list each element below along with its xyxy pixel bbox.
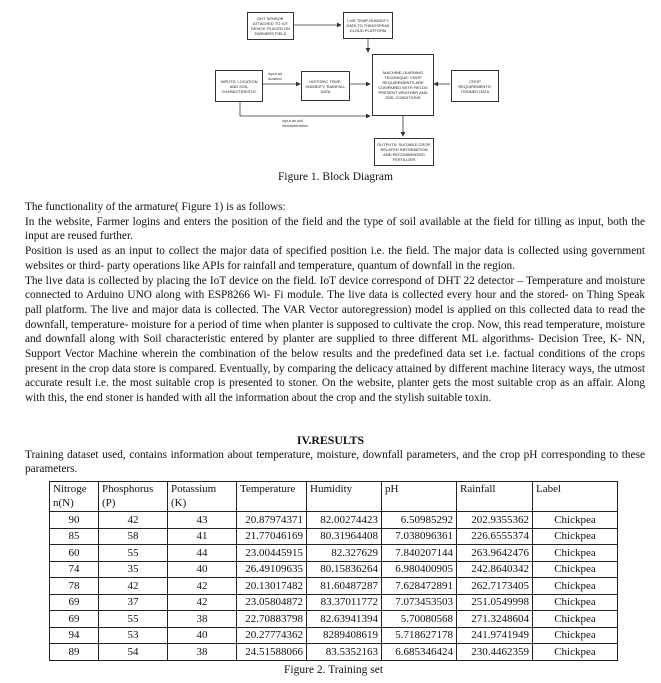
table-cell: 242.8640342 [457, 561, 533, 578]
table-cell: 22.70883798 [237, 611, 307, 628]
table-cell: 5.718627178 [382, 627, 457, 644]
table-cell: 20.13017482 [237, 578, 307, 595]
table-cell: 23.00445915 [237, 545, 307, 562]
crop-requirements-label: CROP REQUIREMENTS: TRAINED DATA [458, 78, 492, 94]
results-intro: Training dataset used, contains information about temperature, moisture, downfall parameters, and the crop pH corresponding to these parameters. [25, 449, 645, 475]
outputs-block [374, 138, 434, 166]
table-cell: 83.37011772 [307, 594, 382, 611]
table-cell: 42 [168, 578, 237, 595]
table-cell: 24.51588066 [237, 644, 307, 661]
table-cell: 55 [99, 611, 168, 628]
table-cell: 251.0549998 [457, 594, 533, 611]
table-cell: 85 [50, 528, 99, 545]
col-header: Potassium (K) [168, 482, 237, 512]
table-cell: 82.63941394 [307, 611, 382, 628]
outputs-label: OUTPUTS: SUITABLE CROP, RELATED INFORMATION AND RECOMMENDED FERTILIZER [377, 142, 431, 162]
table-cell: 35 [99, 561, 168, 578]
paragraph-2: Position is used as an input to collect the major data of specified position i.e. the field. The major data is collected using government websites or third- party operations like APIs for rainfall and temperature, quantum of downfall in the region. [25, 245, 645, 272]
table-row [50, 528, 618, 545]
table-cell: 78 [50, 578, 99, 595]
figure1-caption: Figure 1. Block Diagram [278, 171, 393, 183]
table-cell: 80.31964408 [307, 528, 382, 545]
table-cell: 90 [50, 512, 99, 529]
table-row [50, 512, 618, 529]
table-cell: 23.05804872 [237, 594, 307, 611]
table-cell: 69 [50, 594, 99, 611]
ml-block [372, 54, 434, 116]
table-cell: 20.27774362 [237, 627, 307, 644]
table-cell: 82.327629 [307, 545, 382, 562]
table-cell: 7.038096361 [382, 528, 457, 545]
ml-label: MACHINE LEARNING TECHNIQUE: CROP REQUIREMENTS ARE COMPARED WITH FIELDS PRESENT WEATHER AND SOIL CONDITIONS [378, 70, 428, 100]
edge-label-location: input as location [268, 71, 283, 81]
table-cell: 80.15836264 [307, 561, 382, 578]
col-header: Label [533, 482, 618, 512]
table-row [50, 627, 618, 644]
table-cell: 6.685346424 [382, 644, 457, 661]
table-cell: 262.7173405 [457, 578, 533, 595]
table-cell: 69 [50, 611, 99, 628]
table-cell: 42 [168, 594, 237, 611]
paragraph-lead: The functionality of the armature( Figure 1) is as follows: [25, 201, 286, 213]
table-row [50, 594, 618, 611]
table-row [50, 545, 618, 562]
block-diagram [0, 0, 661, 170]
crop-requirements-block [451, 70, 499, 102]
table-cell: 89 [50, 644, 99, 661]
table-cell: 81.60487287 [307, 578, 382, 595]
table-cell: 37 [99, 594, 168, 611]
table-cell: 58 [99, 528, 168, 545]
table-cell: 5.70080568 [382, 611, 457, 628]
table-cell: 60 [50, 545, 99, 562]
table-cell: 38 [168, 644, 237, 661]
table-cell: 241.9741949 [457, 627, 533, 644]
table-cell: 230.4462359 [457, 644, 533, 661]
dht-sensor-block [247, 12, 294, 40]
table-cell: 55 [99, 545, 168, 562]
table-cell: 82.00274423 [307, 512, 382, 529]
body-text [25, 200, 645, 406]
table-cell: 202.9355362 [457, 512, 533, 529]
table-cell: 83.5352163 [307, 644, 382, 661]
live-data-label: LIVE TEMP-HUMIDITY DATA TO THINGSPEAK CLOUD PLATFORM [346, 18, 390, 33]
table-cell: 40 [168, 627, 237, 644]
section-heading: IV.RESULTS [296, 433, 365, 447]
table-header-row [50, 482, 618, 512]
table-cell: 54 [99, 644, 168, 661]
col-header: Nitroge n(N) [50, 482, 99, 512]
table-cell: 6.980400905 [382, 561, 457, 578]
table-cell: 43 [168, 512, 237, 529]
table-cell: 74 [50, 561, 99, 578]
table-cell: 6.50985292 [382, 512, 457, 529]
table-cell: 26.49109635 [237, 561, 307, 578]
table-cell: 8289408619 [307, 627, 382, 644]
col-header: Temperature [237, 482, 307, 512]
table-cell: 94 [50, 627, 99, 644]
table-cell: 40 [168, 561, 237, 578]
table-cell: 7.073453503 [382, 594, 457, 611]
table-cell: 42 [99, 578, 168, 595]
table-cell: 7.628472891 [382, 578, 457, 595]
paragraph-3: The live data is collected by placing the IoT device on the field. IoT device correspond of DHT 22 detector – Temperature and moisture connected to Arduino UNO along with ESP8266 Wi- Fi module. The live data is collected every hour and the stored- on Thing Speak pall platform. The live and major data is collected. The VAR Vector autoregression) model is applied on this collected data to read the downfall, temperature- moisture for a period of time when planter is supposed to cultivate the crop. Now, this read temperature, moisture and downfall along with Soil characteristic entered by planter are supplied to three different ML algorithms- Decision Tree, K- NN, Support Vector Machine wherein the combination of the below results and the predefined data set i.e. factual conditions of the crops present in the crop data store is compared. Eventually, by comparing the delicacy attained by different machine literacy ways, the utmost accurate result i.e. the most suitable crop is presented to stoner. On the website, planter gets the most suitable crop as an affair. Along with this, the end stoner is handed with all the information about the crop and the stylish suitable toxin. [25, 274, 645, 405]
historic-data-block [301, 71, 350, 101]
live-data-block [343, 12, 393, 39]
col-header: Rainfall [457, 482, 533, 512]
figure2-caption: Figure 2. Training set [284, 664, 384, 676]
table-row [50, 561, 618, 578]
table-cell: 20.87974371 [237, 512, 307, 529]
table-cell: 271.3248604 [457, 611, 533, 628]
table-cell: Chickpea [533, 594, 618, 611]
paragraph-1: In the website, Farmer logins and enters the position of the field and the type of soil available at the field for tilling as input, both the input are reused further. [25, 215, 645, 243]
table-cell: 44 [168, 545, 237, 562]
table-cell: Chickpea [533, 528, 618, 545]
table-cell: 53 [99, 627, 168, 644]
table-cell: 41 [168, 528, 237, 545]
table-row [50, 611, 618, 628]
table-row [50, 644, 618, 661]
inputs-block [215, 70, 263, 102]
table-cell: Chickpea [533, 545, 618, 562]
dht-sensor-label: DHT SENSOR ATTACHED TO IOT DEVICE PLACED ON FARMERS FIELD [250, 16, 291, 36]
table-cell: Chickpea [533, 644, 618, 661]
table-cell: 263.9642476 [457, 545, 533, 562]
table-cell: Chickpea [533, 578, 618, 595]
table-cell: 38 [168, 611, 237, 628]
inputs-label: INPUTS: LOCATION AND SOIL CHARACTERISTIC [220, 78, 258, 94]
table-body [50, 512, 618, 661]
training-table [49, 481, 618, 661]
table-cell: Chickpea [533, 512, 618, 529]
table-cell: Chickpea [533, 611, 618, 628]
col-header: Phosphorus (P) [99, 482, 168, 512]
table-cell: 226.6555374 [457, 528, 533, 545]
table-cell: 42 [99, 512, 168, 529]
table-cell: Chickpea [533, 561, 618, 578]
table-cell: 7.840207144 [382, 545, 457, 562]
table-cell: 21.77046169 [237, 528, 307, 545]
table-row [50, 578, 618, 595]
col-header: pH [382, 482, 457, 512]
edge-label-soil: input as soil characteristics [282, 118, 308, 128]
historic-data-label: HISTORIC TEMP-HUMIDITY, RAINFALL DATA [305, 78, 346, 94]
table-cell: Chickpea [533, 627, 618, 644]
col-header: Humidity [307, 482, 382, 512]
